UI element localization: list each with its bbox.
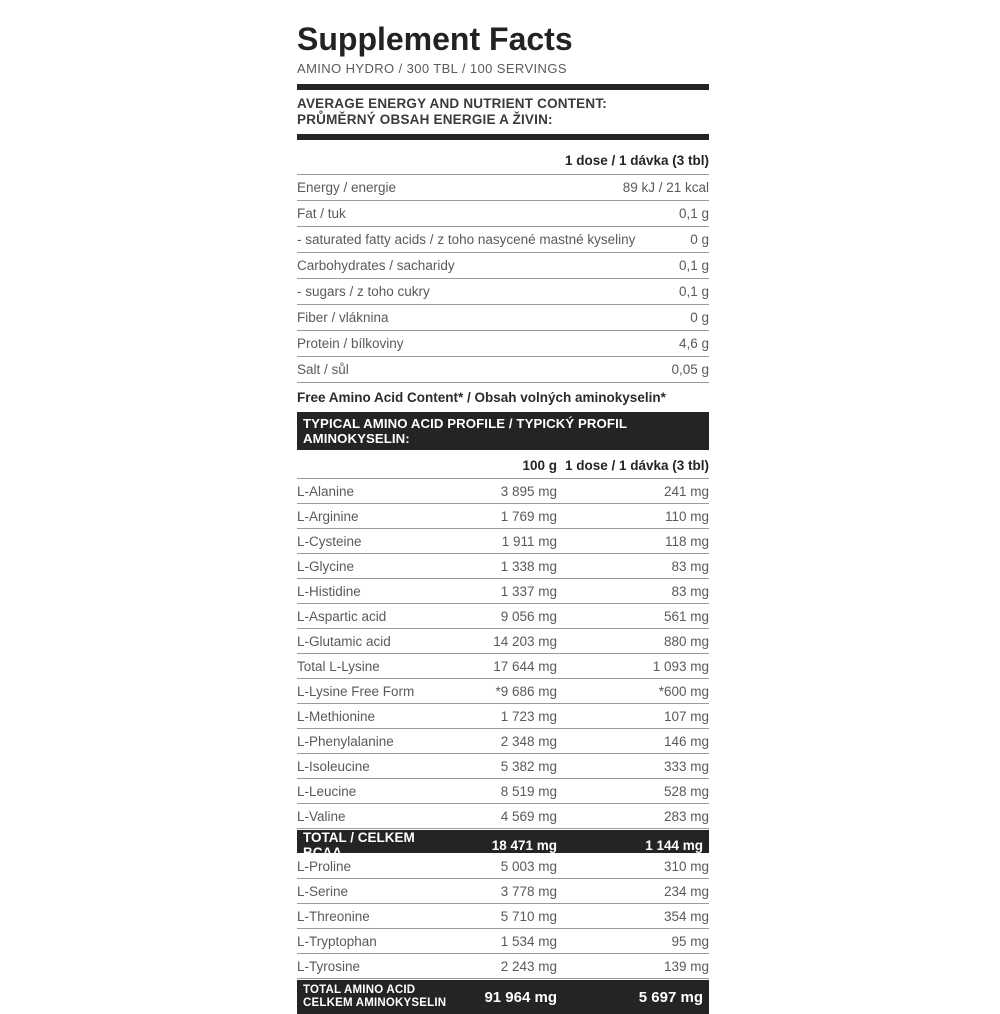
- table-row: [297, 754, 709, 779]
- dose-header-label: 1 dose / 1 dávka (3 tbl): [564, 153, 709, 169]
- table-row: [297, 504, 709, 529]
- nutrient-value: 0,05 g: [671, 362, 709, 378]
- table-row: [297, 679, 709, 704]
- nutrient-heading-cz: PRŮMĚRNÝ OBSAH ENERGIE A ŽIVIN:: [297, 112, 553, 128]
- amino-name: L-Glutamic acid: [297, 633, 391, 649]
- table-row: [297, 357, 709, 383]
- amino-per-100g: 1 337 mg: [500, 583, 557, 599]
- nutrient-label: Fat / tuk: [297, 206, 346, 222]
- bcaa-total-per-dose: 1 144 mg: [645, 837, 703, 853]
- bcaa-total-row: [297, 830, 709, 861]
- table-row: [297, 704, 709, 729]
- amino-name: L-Arginine: [297, 508, 359, 524]
- amino-table-part2: [297, 854, 709, 979]
- amino-name: L-Threonine: [297, 908, 370, 924]
- amino-per-100g: 1 723 mg: [500, 708, 557, 724]
- amino-name: L-Alanine: [297, 483, 355, 499]
- amino-per-dose: 528 mg: [663, 783, 709, 799]
- table-row: [297, 529, 709, 554]
- amino-per-dose: 234 mg: [663, 883, 709, 899]
- amino-name: L-Methionine: [297, 708, 376, 724]
- table-row: [297, 804, 709, 829]
- amino-per-100g: 4 569 mg: [500, 808, 557, 824]
- nutrient-label: Salt / sůl: [297, 362, 349, 378]
- amino-name: L-Aspartic acid: [297, 608, 387, 624]
- nutrient-label: Energy / energie: [297, 180, 397, 196]
- amino-per-100g: 5 710 mg: [500, 908, 557, 924]
- amino-per-100g: 3 778 mg: [500, 883, 557, 899]
- table-row: [297, 479, 709, 504]
- nutrient-value: 0 g: [690, 232, 709, 248]
- amino-per-dose: 1 093 mg: [652, 658, 709, 674]
- amino-name: L-Phenylalanine: [297, 733, 394, 749]
- amino-per-100g: 17 644 mg: [493, 658, 557, 674]
- amino-name: L-Glycine: [297, 558, 355, 574]
- table-row: [297, 954, 709, 979]
- amino-per-dose: 283 mg: [663, 808, 709, 824]
- amino-per-dose: 241 mg: [663, 483, 709, 499]
- amino-name: L-Tyrosine: [297, 958, 361, 974]
- table-row: [297, 629, 709, 654]
- amino-per-dose: 83 mg: [671, 558, 709, 574]
- amino-per-100g: 3 895 mg: [500, 483, 557, 499]
- amino-per-100g: 5 003 mg: [500, 858, 557, 874]
- amino-name: L-Lysine Free Form: [297, 683, 415, 699]
- nutrient-label: Fiber / vláknina: [297, 310, 389, 326]
- amino-per-dose: 83 mg: [671, 583, 709, 599]
- amino-name: Total L-Lysine: [297, 658, 380, 674]
- col-header-100g: 100 g: [522, 458, 557, 474]
- table-row: [297, 253, 709, 279]
- amino-per-100g: 9 056 mg: [500, 608, 557, 624]
- col-header-dose: 1 dose / 1 dávka (3 tbl): [564, 458, 709, 474]
- amino-per-dose: 880 mg: [663, 633, 709, 649]
- nutrition-column-header: [297, 146, 709, 175]
- grand-total-row: [297, 980, 709, 1014]
- grand-total-label: [303, 984, 455, 1010]
- nutrient-value: 89 kJ / 21 kcal: [622, 180, 709, 196]
- table-row: [297, 779, 709, 804]
- nutrient-label: Protein / bílkoviny: [297, 336, 404, 352]
- amino-name: L-Proline: [297, 858, 352, 874]
- table-row: [297, 175, 709, 201]
- grand-total-per-dose: 5 697 mg: [638, 988, 703, 1006]
- amino-name: L-Tryptophan: [297, 933, 377, 949]
- amino-per-100g: 1 769 mg: [500, 508, 557, 524]
- amino-name: L-Histidine: [297, 583, 361, 599]
- table-row: [297, 729, 709, 754]
- nutrient-value: 0 g: [690, 310, 709, 326]
- amino-name: L-Valine: [297, 808, 346, 824]
- bcaa-total-per-100g: 18 471 mg: [491, 837, 557, 853]
- table-row: [297, 305, 709, 331]
- table-row: [297, 879, 709, 904]
- table-row: [297, 554, 709, 579]
- amino-per-100g: 2 348 mg: [500, 733, 557, 749]
- nutrient-value: 0,1 g: [678, 258, 709, 274]
- grand-total-label-en: TOTAL AMINO ACID: [303, 983, 416, 996]
- amino-per-100g: 1 534 mg: [500, 933, 557, 949]
- nutrient-label: Carbohydrates / sacharidy: [297, 258, 455, 274]
- grand-total-per-100g: 91 964 mg: [484, 988, 557, 1006]
- nutrient-heading-en: AVERAGE ENERGY AND NUTRIENT CONTENT:: [297, 96, 607, 112]
- amino-per-dose: 333 mg: [663, 758, 709, 774]
- nutrient-value: 4,6 g: [678, 336, 709, 352]
- table-row: [297, 854, 709, 879]
- nutrient-label: - saturated fatty acids / z toho nasycené mastné kyseliny: [297, 232, 636, 248]
- table-row: [297, 929, 709, 954]
- amino-name: L-Serine: [297, 883, 349, 899]
- amino-per-dose: *600 mg: [658, 683, 709, 699]
- grand-total-label-cz: CELKEM AMINOKYSELIN: [303, 997, 447, 1010]
- amino-per-dose: 95 mg: [671, 933, 709, 949]
- product-subtitle: AMINO HYDRO / 300 TBL / 100 SERVINGS: [297, 61, 567, 77]
- amino-per-dose: 118 mg: [664, 533, 709, 549]
- free-amino-footnote: Free Amino Acid Content* / Obsah volných aminokyselin*: [297, 390, 666, 406]
- bcaa-total-label: TOTAL / CELKEM BCAA: [303, 830, 415, 861]
- amino-per-100g: 1 338 mg: [500, 558, 557, 574]
- page-title: Supplement Facts: [297, 21, 573, 57]
- table-row: [297, 604, 709, 629]
- table-row: [297, 579, 709, 604]
- amino-per-dose: 110 mg: [664, 508, 709, 524]
- nutrient-value: 0,1 g: [678, 284, 709, 300]
- amino-per-100g: *9 686 mg: [495, 683, 557, 699]
- table-row: [297, 904, 709, 929]
- amino-per-dose: 561 mg: [663, 608, 709, 624]
- table-row: [297, 227, 709, 253]
- nutrition-table: [297, 175, 709, 383]
- nutrient-section-heading: [297, 96, 709, 128]
- divider-bar-2: [297, 134, 709, 140]
- amino-per-dose: 310 mg: [663, 858, 709, 874]
- amino-per-dose: 146 mg: [663, 733, 709, 749]
- amino-per-100g: 2 243 mg: [500, 958, 557, 974]
- table-row: [297, 654, 709, 679]
- amino-name: L-Leucine: [297, 783, 357, 799]
- amino-per-dose: 139 mg: [663, 958, 709, 974]
- amino-per-dose: 354 mg: [663, 908, 709, 924]
- table-row: [297, 331, 709, 357]
- table-row: [297, 201, 709, 227]
- amino-table-part1: [297, 479, 709, 829]
- amino-section-header: TYPICAL AMINO ACID PROFILE / TYPICKÝ PROFIL AMINOKYSELIN:: [297, 412, 709, 450]
- amino-per-100g: 5 382 mg: [500, 758, 557, 774]
- amino-per-dose: 107 mg: [663, 708, 709, 724]
- nutrient-value: 0,1 g: [678, 206, 709, 222]
- amino-name: L-Isoleucine: [297, 758, 370, 774]
- nutrient-label: - sugars / z toho cukry: [297, 284, 430, 300]
- table-row: [297, 279, 709, 305]
- divider-bar-top: [297, 84, 709, 90]
- amino-per-100g: 8 519 mg: [500, 783, 557, 799]
- amino-per-100g: 1 911 mg: [501, 533, 557, 549]
- amino-name: L-Cysteine: [297, 533, 362, 549]
- amino-column-headers: [297, 452, 709, 479]
- amino-per-100g: 14 203 mg: [493, 633, 557, 649]
- supplement-label: [297, 22, 709, 1014]
